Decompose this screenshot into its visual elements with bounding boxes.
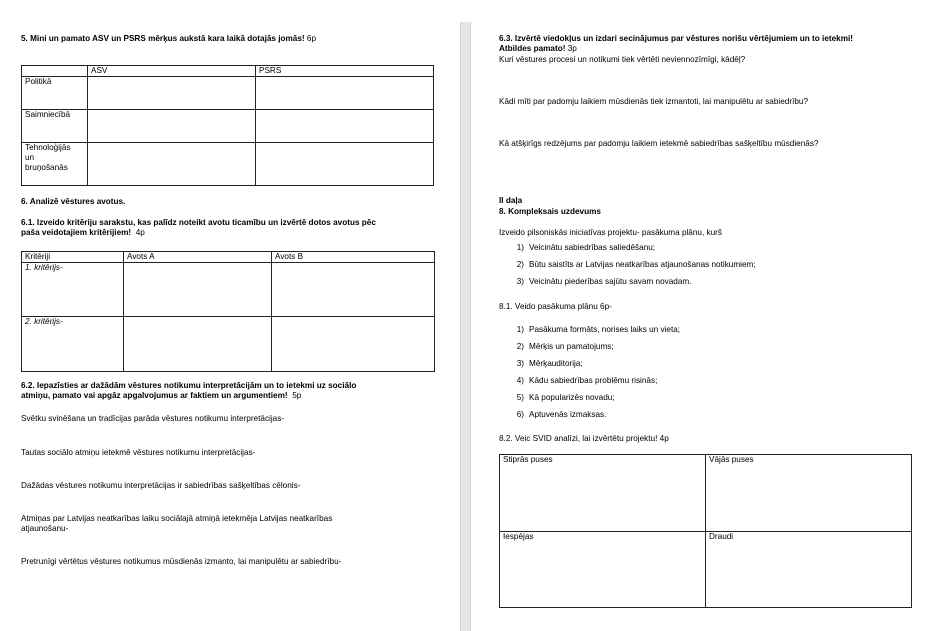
q5-header-row [22,66,434,77]
q61-header-source-a: Avots A [124,252,272,263]
q6-title: 6. Analizē vēstures avotus. [21,197,126,206]
table-row [22,317,435,372]
q62-statement-line: Atmiņas par Latvijas neatkarības laiku sociālajā atmiņā ietekmēja Latvijas neatkarības [21,514,333,523]
q62-statement: Pretrunīgi vērtētus vēstures notikumus mūsdienās izmanto, lai manipulētu ar sabiedrību- [21,557,342,566]
list-number: 4) [516,376,524,385]
task8-condition [510,260,756,269]
q61-header-source-b: Avots B [272,252,435,263]
q62-statement: Dažādas vēstures notikumu interpretācijas ir sabiedrības sašķeltības cēlonis- [21,481,301,490]
q81-item [510,376,657,385]
q63-title-line1: 6.3. Izvērtē viedokļus un izdari secinājumus par vēstures norišu vērtējumiem un to ietekmi! [499,34,854,43]
q62-points: 5p [292,391,302,400]
list-number: 3) [516,359,524,368]
list-number: 3) [516,277,524,286]
q61-criterion-label[interactable]: 2. kritērijs- [22,317,124,372]
q81-item [510,325,680,334]
list-text: Veicinātu piederības sajūtu savam novadam. [529,277,692,286]
list-number: 1) [516,325,524,334]
q5-cell-asv[interactable] [88,143,256,186]
q81-item [510,342,614,351]
table-row [22,263,435,317]
q5-cell-psrs[interactable] [256,77,434,110]
q62-title-line1: 6.2. Iepazīsties ar dažādām vēstures notikumu interpretācijām un to ietekmi uz sociālo [21,381,357,390]
swot-strengths[interactable]: Stiprās puses [500,455,706,532]
q61-cell-source-a[interactable] [124,263,272,317]
list-text: Mērķis un pamatojums; [529,342,614,351]
page-gutter [460,22,471,631]
q5-title-text: 5. Mini un pamato ASV un PSRS mērķus aukstā kara laikā dotajās jomās! [21,34,305,43]
q5-cell-psrs[interactable] [256,110,434,143]
q61-cell-source-b[interactable] [272,317,435,372]
q63-question: Kuri vēstures procesi un notikumi tiek vērtēti neviennozīmīgi, kādēļ? [499,55,746,64]
q61-header-criteria: Kritēriji [22,252,124,263]
table-row [500,455,912,532]
q5-header-psrs: PSRS [256,66,434,77]
part2-heading-block [499,195,601,217]
q62-statement-line: atjaunošanu- [21,524,69,533]
task8-intro: Izveido pilsoniskās iniciatīvas projektu- pasākuma plānu, kurš [499,228,722,237]
q5-cell-asv[interactable] [88,110,256,143]
list-text: Aptuvenās izmaksas. [529,410,607,419]
part2-heading: II daļa [499,196,523,205]
q5-cell-psrs[interactable] [256,143,434,186]
q61-title-line1: 6.1. Izveido kritēriju sarakstu, kas palīdz noteikt avotu ticamību un izvērtē dotos avotus pēc [21,218,376,227]
q61-points: 4p [135,228,145,237]
list-text: Veicinātu sabiedrības saliedēšanu; [529,243,656,252]
q5-row-label: Politikā [22,77,88,110]
q81-title: 8.1. Veido pasākuma plānu 6p- [499,302,612,311]
q61-cell-source-b[interactable] [272,263,435,317]
list-number: 1) [516,243,524,252]
q5-row-label-line: bruņošanās [25,163,68,172]
q63-points: 3p [567,44,577,53]
q5-row-label-line: un [25,153,35,162]
table-row [500,532,912,608]
q5-row-label-line: Tehnoloģijās [25,143,71,152]
swot-opportunities[interactable]: Iespējas [500,532,706,608]
q62-title-line2 [21,391,356,401]
q5-row-label: Saimniecībā [22,110,88,143]
q5-table [21,65,434,186]
list-text: Kā popularizēs novadu; [529,393,615,402]
q61-title [21,218,376,238]
list-number: 2) [516,342,524,351]
q63-title-line2 [499,44,853,54]
swot-threats[interactable]: Draudi [706,532,912,608]
list-text: Pasākuma formāts, norises laiks un vieta; [529,325,681,334]
table-row [22,110,434,143]
q63-question: Kā atšķirīgs redzējums par padomju laikiem ietekmē sabiedrības sašķeltību mūsdienās? [499,139,819,148]
swot-weaknesses[interactable]: Vājās puses [706,455,912,532]
q62-statement: Tautas sociālo atmiņu ietekmē vēstures notikumu interpretācijas- [21,448,256,457]
q62-title-line2-text: atmiņu, pamato vai apgāz apgalvojumus ar faktiem un argumentiem! [21,391,288,400]
q61-criterion-label[interactable]: 1. kritērijs- [22,263,124,317]
list-number: 6) [516,410,524,419]
task8-condition [510,243,655,252]
swot-table [499,454,912,608]
q62-statement [21,514,332,534]
q61-table [21,251,435,372]
q81-item [510,393,615,402]
list-text: Būtu saistīts ar Latvijas neatkarības atjaunošanas notikumiem; [529,260,756,269]
q5-cell-asv[interactable] [88,77,256,110]
task8-condition [510,277,691,286]
q63-title [499,34,853,54]
list-text: Mērķauditorija; [529,359,583,368]
table-row [22,77,434,110]
q61-header-row [22,252,435,263]
q61-title-line2-text: paša veidotajiem kritērijiem! [21,228,132,237]
q63-title-line2-text: Atbildes pamato! [499,44,566,53]
table-row [22,143,434,186]
q81-item [510,410,606,419]
list-number: 2) [516,260,524,269]
q61-cell-source-a[interactable] [124,317,272,372]
list-text: Kādu sabiedrības problēmu risinās; [529,376,658,385]
q5-row-label [22,143,88,186]
list-number: 5) [516,393,524,402]
task8-title: 8. Kompleksais uzdevums [499,207,601,216]
q62-statement: Svētku svinēšana un tradīcijas parāda vēstures notikumu interpretācijas- [21,414,285,423]
q61-title-line2 [21,228,376,238]
q5-header-asv: ASV [88,66,256,77]
q5-header-empty [22,66,88,77]
q5-title [21,34,316,43]
q81-item [510,359,583,368]
q62-title [21,381,356,401]
q82-title: 8.2. Veic SVID analīzi, lai izvērtētu projektu! 4p [499,434,669,443]
q5-points: 6p [306,34,317,43]
q63-question: Kādi mīti par padomju laikiem mūsdienās tiek izmantoti, lai manipulētu ar sabiedrību? [499,97,809,106]
